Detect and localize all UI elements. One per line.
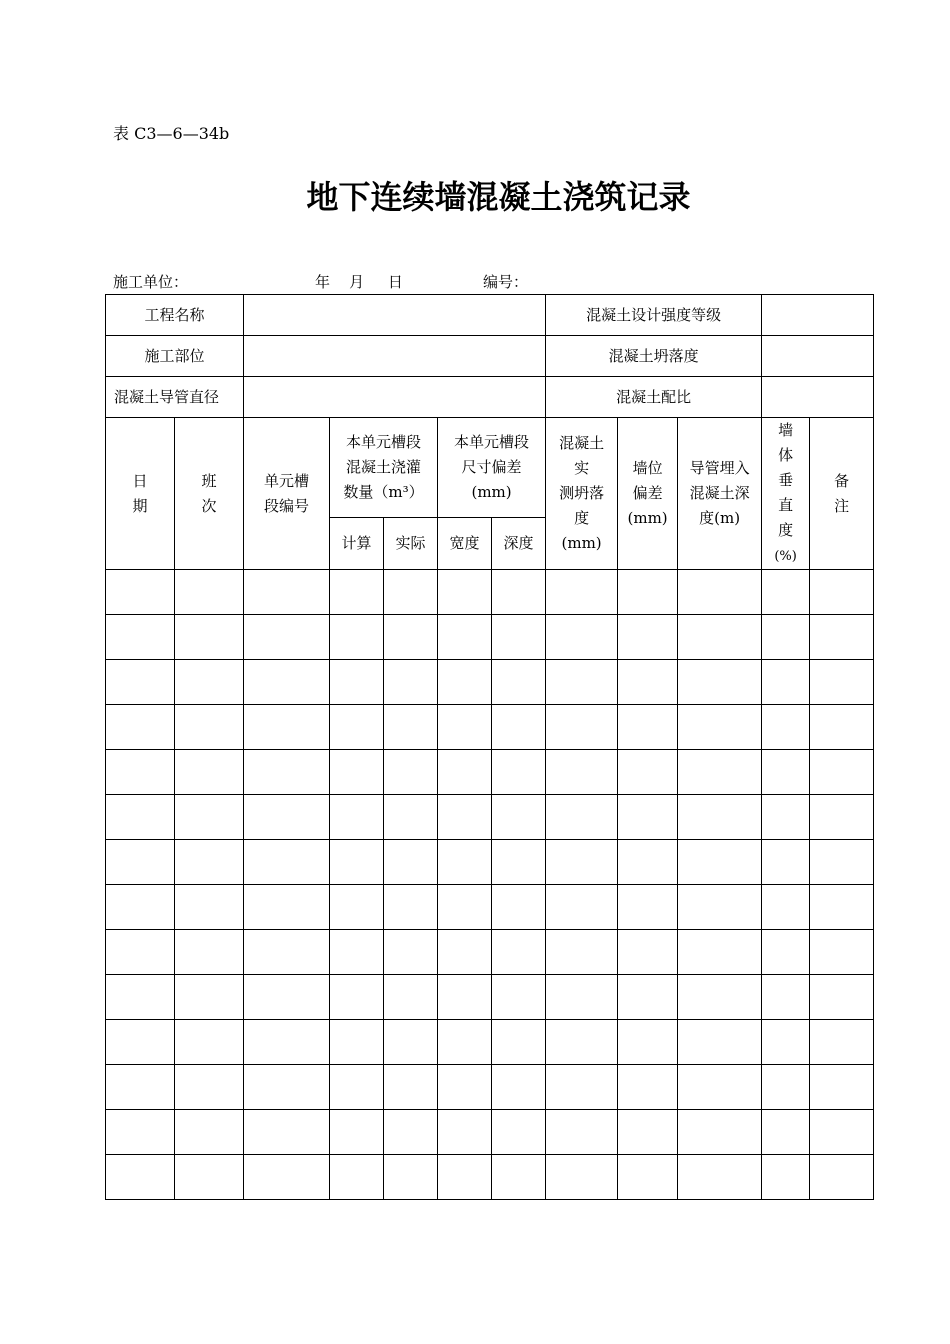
pour-record-table (105, 294, 874, 1200)
mix-ratio-label: 混凝土配比 (546, 377, 762, 418)
table-cell[interactable] (618, 930, 678, 975)
table-cell[interactable] (330, 885, 384, 930)
table-cell[interactable] (175, 615, 244, 660)
table-cell[interactable] (330, 930, 384, 975)
table-row (106, 885, 874, 930)
table-row (106, 1020, 874, 1065)
table-cell[interactable] (546, 1065, 618, 1110)
table-cell[interactable] (546, 570, 618, 615)
table-cell[interactable] (384, 795, 438, 840)
table-cell[interactable] (762, 885, 810, 930)
table-cell[interactable] (492, 1155, 546, 1200)
table-cell[interactable] (492, 1110, 546, 1155)
table-cell[interactable] (762, 705, 810, 750)
table-row (106, 840, 874, 885)
table-cell[interactable] (678, 750, 762, 795)
table-cell[interactable] (244, 570, 330, 615)
table-cell[interactable] (330, 705, 384, 750)
table-cell[interactable] (438, 750, 492, 795)
table-cell[interactable] (438, 930, 492, 975)
table-cell[interactable] (546, 795, 618, 840)
table-cell[interactable] (810, 615, 874, 660)
design-strength-label: 混凝土设计强度等级 (546, 295, 762, 336)
table-cell[interactable] (384, 660, 438, 705)
table-cell[interactable] (384, 705, 438, 750)
table-cell[interactable] (330, 795, 384, 840)
table-cell[interactable] (244, 1065, 330, 1110)
table-cell[interactable] (106, 795, 175, 840)
table-cell[interactable] (438, 975, 492, 1020)
table-cell[interactable] (762, 615, 810, 660)
table-cell[interactable] (244, 750, 330, 795)
table-cell[interactable] (330, 975, 384, 1020)
table-cell[interactable] (678, 885, 762, 930)
table-row (106, 795, 874, 840)
table-cell[interactable] (618, 1020, 678, 1065)
construction-unit-label: 施工单位： (113, 273, 189, 291)
table-cell[interactable] (546, 930, 618, 975)
table-cell[interactable] (618, 1155, 678, 1200)
width-subheader: 宽度 (438, 517, 492, 569)
table-cell[interactable] (546, 750, 618, 795)
project-name-label: 工程名称 (106, 295, 244, 336)
table-row (106, 705, 874, 750)
table-cell[interactable] (678, 660, 762, 705)
table-cell[interactable] (106, 975, 175, 1020)
table-cell[interactable] (244, 705, 330, 750)
table-cell[interactable] (438, 1065, 492, 1110)
table-cell[interactable] (106, 1065, 175, 1110)
table-cell[interactable] (330, 570, 384, 615)
table-cell[interactable] (546, 885, 618, 930)
table-cell[interactable] (384, 840, 438, 885)
table-cell[interactable] (384, 930, 438, 975)
table-cell[interactable] (438, 1155, 492, 1200)
table-row (106, 975, 874, 1020)
table-cell[interactable] (244, 1155, 330, 1200)
table-cell[interactable] (618, 795, 678, 840)
pipe-diameter-label: 混凝土导管直径 (106, 377, 244, 418)
table-cell[interactable] (330, 1155, 384, 1200)
table-cell[interactable] (762, 795, 810, 840)
table-cell[interactable] (618, 1065, 678, 1110)
slump-field[interactable] (762, 336, 874, 377)
table-cell[interactable] (106, 570, 175, 615)
date-label: 年 月 日 (315, 273, 403, 291)
table-cell[interactable] (762, 570, 810, 615)
table-cell[interactable] (618, 750, 678, 795)
table-cell[interactable] (546, 975, 618, 1020)
table-cell[interactable] (106, 1110, 175, 1155)
table-cell[interactable] (438, 1020, 492, 1065)
table-cell[interactable] (106, 750, 175, 795)
date-header: 日 期 (106, 418, 175, 570)
table-cell[interactable] (384, 750, 438, 795)
table-cell[interactable] (330, 1065, 384, 1110)
table-cell[interactable] (810, 885, 874, 930)
size-deviation-header: 本单元槽段 尺寸偏差 (mm) (438, 418, 546, 518)
calculated-subheader: 计算 (330, 517, 384, 569)
table-cell[interactable] (175, 1065, 244, 1110)
table-cell[interactable] (618, 615, 678, 660)
actual-subheader: 实际 (384, 517, 438, 569)
table-cell[interactable] (244, 795, 330, 840)
table-cell[interactable] (175, 930, 244, 975)
table-cell[interactable] (810, 750, 874, 795)
record-number-label: 编号： (483, 273, 529, 291)
table-cell[interactable] (244, 1110, 330, 1155)
table-cell[interactable] (618, 1110, 678, 1155)
table-cell[interactable] (106, 930, 175, 975)
table-cell[interactable] (175, 570, 244, 615)
table-cell[interactable] (384, 1155, 438, 1200)
table-cell[interactable] (492, 705, 546, 750)
table-cell[interactable] (492, 975, 546, 1020)
table-cell[interactable] (438, 660, 492, 705)
table-cell[interactable] (438, 885, 492, 930)
table-cell[interactable] (330, 1020, 384, 1065)
table-cell[interactable] (175, 1155, 244, 1200)
table-cell[interactable] (678, 1155, 762, 1200)
table-cell[interactable] (330, 660, 384, 705)
table-cell[interactable] (546, 1155, 618, 1200)
table-cell[interactable] (762, 975, 810, 1020)
table-cell[interactable] (762, 840, 810, 885)
table-cell[interactable] (106, 660, 175, 705)
table-cell[interactable] (438, 570, 492, 615)
table-cell[interactable] (244, 840, 330, 885)
table-cell[interactable] (244, 1020, 330, 1065)
table-cell[interactable] (175, 750, 244, 795)
table-row (106, 1155, 874, 1200)
table-cell[interactable] (438, 705, 492, 750)
table-cell[interactable] (330, 615, 384, 660)
table-cell[interactable] (384, 570, 438, 615)
segment-number-header: 单元槽 段编号 (244, 418, 330, 570)
table-row (106, 570, 874, 615)
table-cell[interactable] (106, 615, 175, 660)
table-cell[interactable] (330, 750, 384, 795)
table-cell[interactable] (438, 615, 492, 660)
table-cell[interactable] (492, 750, 546, 795)
table-row (106, 615, 874, 660)
table-cell[interactable] (546, 615, 618, 660)
table-cell[interactable] (438, 840, 492, 885)
table-cell[interactable] (384, 975, 438, 1020)
table-cell[interactable] (678, 1110, 762, 1155)
table-cell[interactable] (618, 885, 678, 930)
table-cell[interactable] (384, 615, 438, 660)
wall-deviation-header: 墙位 偏差 (mm) (618, 418, 678, 570)
table-cell[interactable] (438, 1110, 492, 1155)
info-row (106, 377, 874, 418)
remarks-header: 备 注 (810, 418, 874, 570)
table-cell[interactable] (762, 1110, 810, 1155)
table-cell[interactable] (618, 840, 678, 885)
table-row (106, 660, 874, 705)
table-cell[interactable] (618, 975, 678, 1020)
table-cell[interactable] (762, 660, 810, 705)
construction-part-label: 施工部位 (106, 336, 244, 377)
table-cell[interactable] (492, 930, 546, 975)
table-cell[interactable] (384, 1065, 438, 1110)
design-strength-field[interactable] (762, 295, 874, 336)
table-cell[interactable] (492, 570, 546, 615)
table-cell[interactable] (810, 1020, 874, 1065)
table-cell[interactable] (810, 795, 874, 840)
table-cell[interactable] (106, 705, 175, 750)
verticality-unit: (%) (774, 549, 797, 564)
table-cell[interactable] (618, 705, 678, 750)
info-row (106, 295, 874, 336)
table-cell[interactable] (546, 840, 618, 885)
pour-volume-header: 本单元槽段 混凝土浇灌 数量（m³） (330, 418, 438, 518)
table-cell[interactable] (492, 840, 546, 885)
table-cell[interactable] (244, 660, 330, 705)
table-cell[interactable] (762, 1020, 810, 1065)
table-cell[interactable] (175, 795, 244, 840)
table-cell[interactable] (106, 885, 175, 930)
table-cell[interactable] (810, 570, 874, 615)
table-cell[interactable] (175, 975, 244, 1020)
project-name-field[interactable] (244, 295, 546, 336)
table-cell[interactable] (810, 1155, 874, 1200)
table-cell[interactable] (678, 795, 762, 840)
verticality-label: 墙 体 垂 直 度 (778, 421, 794, 539)
table-cell[interactable] (546, 705, 618, 750)
table-cell[interactable] (384, 1110, 438, 1155)
table-cell[interactable] (492, 885, 546, 930)
table-cell[interactable] (492, 1020, 546, 1065)
table-cell[interactable] (678, 615, 762, 660)
table-cell[interactable] (762, 930, 810, 975)
pipe-diameter-field[interactable] (244, 377, 546, 418)
table-cell[interactable] (546, 1110, 618, 1155)
table-cell[interactable] (546, 660, 618, 705)
table-cell[interactable] (175, 840, 244, 885)
slump-label: 混凝土坍落度 (546, 336, 762, 377)
mix-ratio-field[interactable] (762, 377, 874, 418)
table-cell[interactable] (175, 660, 244, 705)
table-cell[interactable] (678, 705, 762, 750)
table-cell[interactable] (678, 975, 762, 1020)
table-cell[interactable] (106, 1020, 175, 1065)
depth-subheader: 深度 (492, 517, 546, 569)
page-title: 地下连续墙混凝土浇筑记录 (306, 178, 691, 216)
table-cell[interactable] (810, 705, 874, 750)
table-cell[interactable] (678, 1065, 762, 1110)
form-code: 表 C3—6—34b (113, 124, 230, 143)
table-row (106, 930, 874, 975)
table-cell[interactable] (438, 795, 492, 840)
shift-header: 班 次 (175, 418, 244, 570)
table-row (106, 750, 874, 795)
table-cell[interactable] (330, 840, 384, 885)
measured-slump-header: 混凝土 实 测坍落 度 (mm) (546, 418, 618, 570)
table-cell[interactable] (106, 840, 175, 885)
table-row (106, 1065, 874, 1110)
table-cell[interactable] (810, 975, 874, 1020)
table-cell[interactable] (106, 1155, 175, 1200)
table-cell[interactable] (810, 840, 874, 885)
table-cell[interactable] (244, 615, 330, 660)
table-cell[interactable] (384, 1020, 438, 1065)
table-cell[interactable] (810, 930, 874, 975)
table-cell[interactable] (678, 1020, 762, 1065)
table-cell[interactable] (762, 1065, 810, 1110)
table-cell[interactable] (810, 1110, 874, 1155)
table-cell[interactable] (618, 570, 678, 615)
table-cell[interactable] (244, 975, 330, 1020)
table-cell[interactable] (618, 660, 678, 705)
table-cell[interactable] (678, 840, 762, 885)
table-cell[interactable] (546, 1020, 618, 1065)
table-cell[interactable] (810, 660, 874, 705)
table-cell[interactable] (175, 885, 244, 930)
pipe-depth-header: 导管埋入 混凝土深 度(m) (678, 418, 762, 570)
table-cell[interactable] (810, 1065, 874, 1110)
table-cell[interactable] (762, 750, 810, 795)
table-cell[interactable] (678, 930, 762, 975)
table-cell[interactable] (492, 1065, 546, 1110)
header-row (106, 418, 874, 518)
table-cell[interactable] (492, 660, 546, 705)
table-row (106, 1110, 874, 1155)
table-cell[interactable] (492, 615, 546, 660)
table-cell[interactable] (492, 795, 546, 840)
table-cell[interactable] (175, 705, 244, 750)
table-cell[interactable] (384, 885, 438, 930)
construction-part-field[interactable] (244, 336, 546, 377)
table-cell[interactable] (762, 1155, 810, 1200)
table-cell[interactable] (175, 1110, 244, 1155)
table-cell[interactable] (175, 1020, 244, 1065)
table-cell[interactable] (244, 885, 330, 930)
verticality-header (762, 418, 810, 570)
table-cell[interactable] (330, 1110, 384, 1155)
info-row (106, 336, 874, 377)
table-cell[interactable] (244, 930, 330, 975)
table-cell[interactable] (678, 570, 762, 615)
